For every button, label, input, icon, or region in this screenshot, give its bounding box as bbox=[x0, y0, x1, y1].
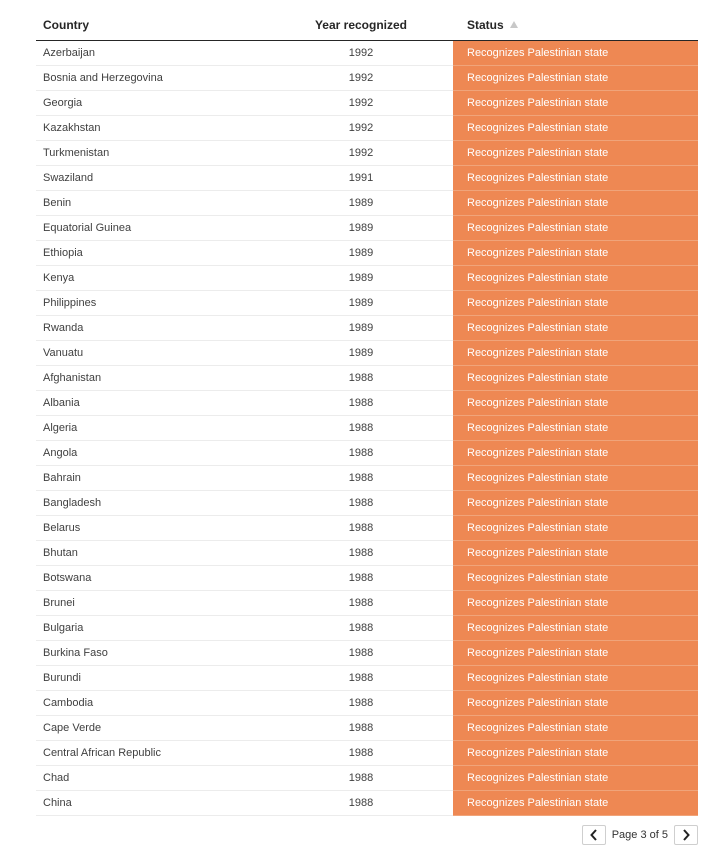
cell-status: Recognizes Palestinian state bbox=[453, 316, 698, 341]
cell-status: Recognizes Palestinian state bbox=[453, 166, 698, 191]
cell-status: Recognizes Palestinian state bbox=[453, 66, 698, 91]
chevron-left-icon bbox=[589, 829, 599, 841]
table-row bbox=[36, 191, 698, 216]
cell-country: Central African Republic bbox=[36, 741, 269, 766]
table-body bbox=[36, 41, 698, 816]
column-header-country-label: Country bbox=[43, 18, 89, 32]
cell-status: Recognizes Palestinian state bbox=[453, 766, 698, 791]
cell-country: Burkina Faso bbox=[36, 641, 269, 666]
cell-year: 1989 bbox=[269, 341, 453, 366]
cell-year: 1992 bbox=[269, 66, 453, 91]
cell-status: Recognizes Palestinian state bbox=[453, 366, 698, 391]
cell-status: Recognizes Palestinian state bbox=[453, 616, 698, 641]
cell-status: Recognizes Palestinian state bbox=[453, 116, 698, 141]
cell-year: 1988 bbox=[269, 616, 453, 641]
cell-country: China bbox=[36, 791, 269, 816]
cell-status: Recognizes Palestinian state bbox=[453, 541, 698, 566]
cell-country: Philippines bbox=[36, 291, 269, 316]
cell-status: Recognizes Palestinian state bbox=[453, 741, 698, 766]
cell-status: Recognizes Palestinian state bbox=[453, 216, 698, 241]
table-row bbox=[36, 666, 698, 691]
cell-year: 1989 bbox=[269, 266, 453, 291]
cell-year: 1988 bbox=[269, 416, 453, 441]
cell-country: Rwanda bbox=[36, 316, 269, 341]
cell-country: Angola bbox=[36, 441, 269, 466]
cell-year: 1992 bbox=[269, 91, 453, 116]
table-row bbox=[36, 291, 698, 316]
cell-country: Turkmenistan bbox=[36, 141, 269, 166]
cell-status: Recognizes Palestinian state bbox=[453, 641, 698, 666]
table-row bbox=[36, 366, 698, 391]
chevron-right-icon bbox=[681, 829, 691, 841]
table-row bbox=[36, 716, 698, 741]
cell-status: Recognizes Palestinian state bbox=[453, 791, 698, 816]
table-row bbox=[36, 591, 698, 616]
column-header-status[interactable] bbox=[453, 18, 698, 32]
cell-year: 1988 bbox=[269, 741, 453, 766]
cell-status: Recognizes Palestinian state bbox=[453, 191, 698, 216]
cell-country: Albania bbox=[36, 391, 269, 416]
cell-status: Recognizes Palestinian state bbox=[453, 591, 698, 616]
cell-year: 1988 bbox=[269, 791, 453, 816]
table-row bbox=[36, 566, 698, 591]
table-row bbox=[36, 216, 698, 241]
cell-year: 1988 bbox=[269, 566, 453, 591]
table-row bbox=[36, 516, 698, 541]
cell-country: Chad bbox=[36, 766, 269, 791]
cell-country: Ethiopia bbox=[36, 241, 269, 266]
cell-year: 1988 bbox=[269, 391, 453, 416]
cell-year: 1988 bbox=[269, 766, 453, 791]
cell-status: Recognizes Palestinian state bbox=[453, 491, 698, 516]
cell-country: Belarus bbox=[36, 516, 269, 541]
table-row bbox=[36, 391, 698, 416]
cell-year: 1988 bbox=[269, 491, 453, 516]
cell-status: Recognizes Palestinian state bbox=[453, 666, 698, 691]
cell-year: 1988 bbox=[269, 516, 453, 541]
cell-country: Brunei bbox=[36, 591, 269, 616]
cell-year: 1988 bbox=[269, 691, 453, 716]
table-row bbox=[36, 616, 698, 641]
cell-status: Recognizes Palestinian state bbox=[453, 391, 698, 416]
table-row bbox=[36, 66, 698, 91]
column-header-year[interactable] bbox=[269, 18, 453, 32]
column-header-country[interactable] bbox=[36, 18, 269, 32]
cell-country: Bhutan bbox=[36, 541, 269, 566]
column-header-status-label: Status bbox=[467, 18, 504, 32]
cell-country: Cambodia bbox=[36, 691, 269, 716]
cell-status: Recognizes Palestinian state bbox=[453, 291, 698, 316]
table-row bbox=[36, 491, 698, 516]
table-row bbox=[36, 741, 698, 766]
cell-year: 1991 bbox=[269, 166, 453, 191]
column-header-year-label: Year recognized bbox=[314, 18, 408, 32]
table-row bbox=[36, 766, 698, 791]
table-row bbox=[36, 641, 698, 666]
cell-status: Recognizes Palestinian state bbox=[453, 466, 698, 491]
cell-year: 1989 bbox=[269, 191, 453, 216]
cell-status: Recognizes Palestinian state bbox=[453, 41, 698, 66]
cell-country: Bosnia and Herzegovina bbox=[36, 66, 269, 91]
cell-status: Recognizes Palestinian state bbox=[453, 716, 698, 741]
cell-year: 1989 bbox=[269, 241, 453, 266]
cell-status: Recognizes Palestinian state bbox=[453, 91, 698, 116]
cell-status: Recognizes Palestinian state bbox=[453, 416, 698, 441]
cell-year: 1992 bbox=[269, 116, 453, 141]
cell-country: Equatorial Guinea bbox=[36, 216, 269, 241]
recognition-table bbox=[36, 10, 698, 816]
table-row bbox=[36, 116, 698, 141]
cell-country: Kazakhstan bbox=[36, 116, 269, 141]
table-row bbox=[36, 266, 698, 291]
cell-status: Recognizes Palestinian state bbox=[453, 241, 698, 266]
cell-country: Kenya bbox=[36, 266, 269, 291]
cell-year: 1988 bbox=[269, 716, 453, 741]
cell-country: Benin bbox=[36, 191, 269, 216]
cell-status: Recognizes Palestinian state bbox=[453, 341, 698, 366]
table-row bbox=[36, 316, 698, 341]
cell-country: Bangladesh bbox=[36, 491, 269, 516]
cell-country: Azerbaijan bbox=[36, 41, 269, 66]
pagination bbox=[582, 825, 698, 845]
cell-year: 1988 bbox=[269, 466, 453, 491]
cell-year: 1989 bbox=[269, 216, 453, 241]
cell-status: Recognizes Palestinian state bbox=[453, 441, 698, 466]
cell-country: Botswana bbox=[36, 566, 269, 591]
cell-year: 1988 bbox=[269, 641, 453, 666]
cell-country: Afghanistan bbox=[36, 366, 269, 391]
sort-ascending-icon[interactable] bbox=[510, 21, 518, 28]
cell-status: Recognizes Palestinian state bbox=[453, 266, 698, 291]
cell-country: Bahrain bbox=[36, 466, 269, 491]
cell-year: 1988 bbox=[269, 591, 453, 616]
cell-year: 1992 bbox=[269, 141, 453, 166]
table-header bbox=[36, 10, 698, 41]
table-row bbox=[36, 41, 698, 66]
cell-status: Recognizes Palestinian state bbox=[453, 566, 698, 591]
page-indicator: Page 3 of 5 bbox=[611, 829, 668, 841]
cell-status: Recognizes Palestinian state bbox=[453, 691, 698, 716]
table-row bbox=[36, 691, 698, 716]
next-page-button[interactable] bbox=[674, 825, 698, 845]
cell-country: Vanuatu bbox=[36, 341, 269, 366]
cell-year: 1989 bbox=[269, 291, 453, 316]
table-row bbox=[36, 441, 698, 466]
table-row bbox=[36, 91, 698, 116]
cell-year: 1988 bbox=[269, 666, 453, 691]
cell-country: Cape Verde bbox=[36, 716, 269, 741]
previous-page-button[interactable] bbox=[582, 825, 606, 845]
cell-status: Recognizes Palestinian state bbox=[453, 516, 698, 541]
cell-country: Burundi bbox=[36, 666, 269, 691]
cell-year: 1989 bbox=[269, 316, 453, 341]
table-row bbox=[36, 166, 698, 191]
cell-country: Bulgaria bbox=[36, 616, 269, 641]
table-row bbox=[36, 141, 698, 166]
table-row bbox=[36, 466, 698, 491]
table-row bbox=[36, 541, 698, 566]
cell-year: 1992 bbox=[269, 41, 453, 66]
cell-year: 1988 bbox=[269, 541, 453, 566]
cell-country: Algeria bbox=[36, 416, 269, 441]
cell-country: Swaziland bbox=[36, 166, 269, 191]
cell-year: 1988 bbox=[269, 366, 453, 391]
cell-year: 1988 bbox=[269, 441, 453, 466]
cell-status: Recognizes Palestinian state bbox=[453, 141, 698, 166]
cell-country: Georgia bbox=[36, 91, 269, 116]
table-row bbox=[36, 791, 698, 816]
table-row bbox=[36, 241, 698, 266]
table-row bbox=[36, 416, 698, 441]
table-row bbox=[36, 341, 698, 366]
